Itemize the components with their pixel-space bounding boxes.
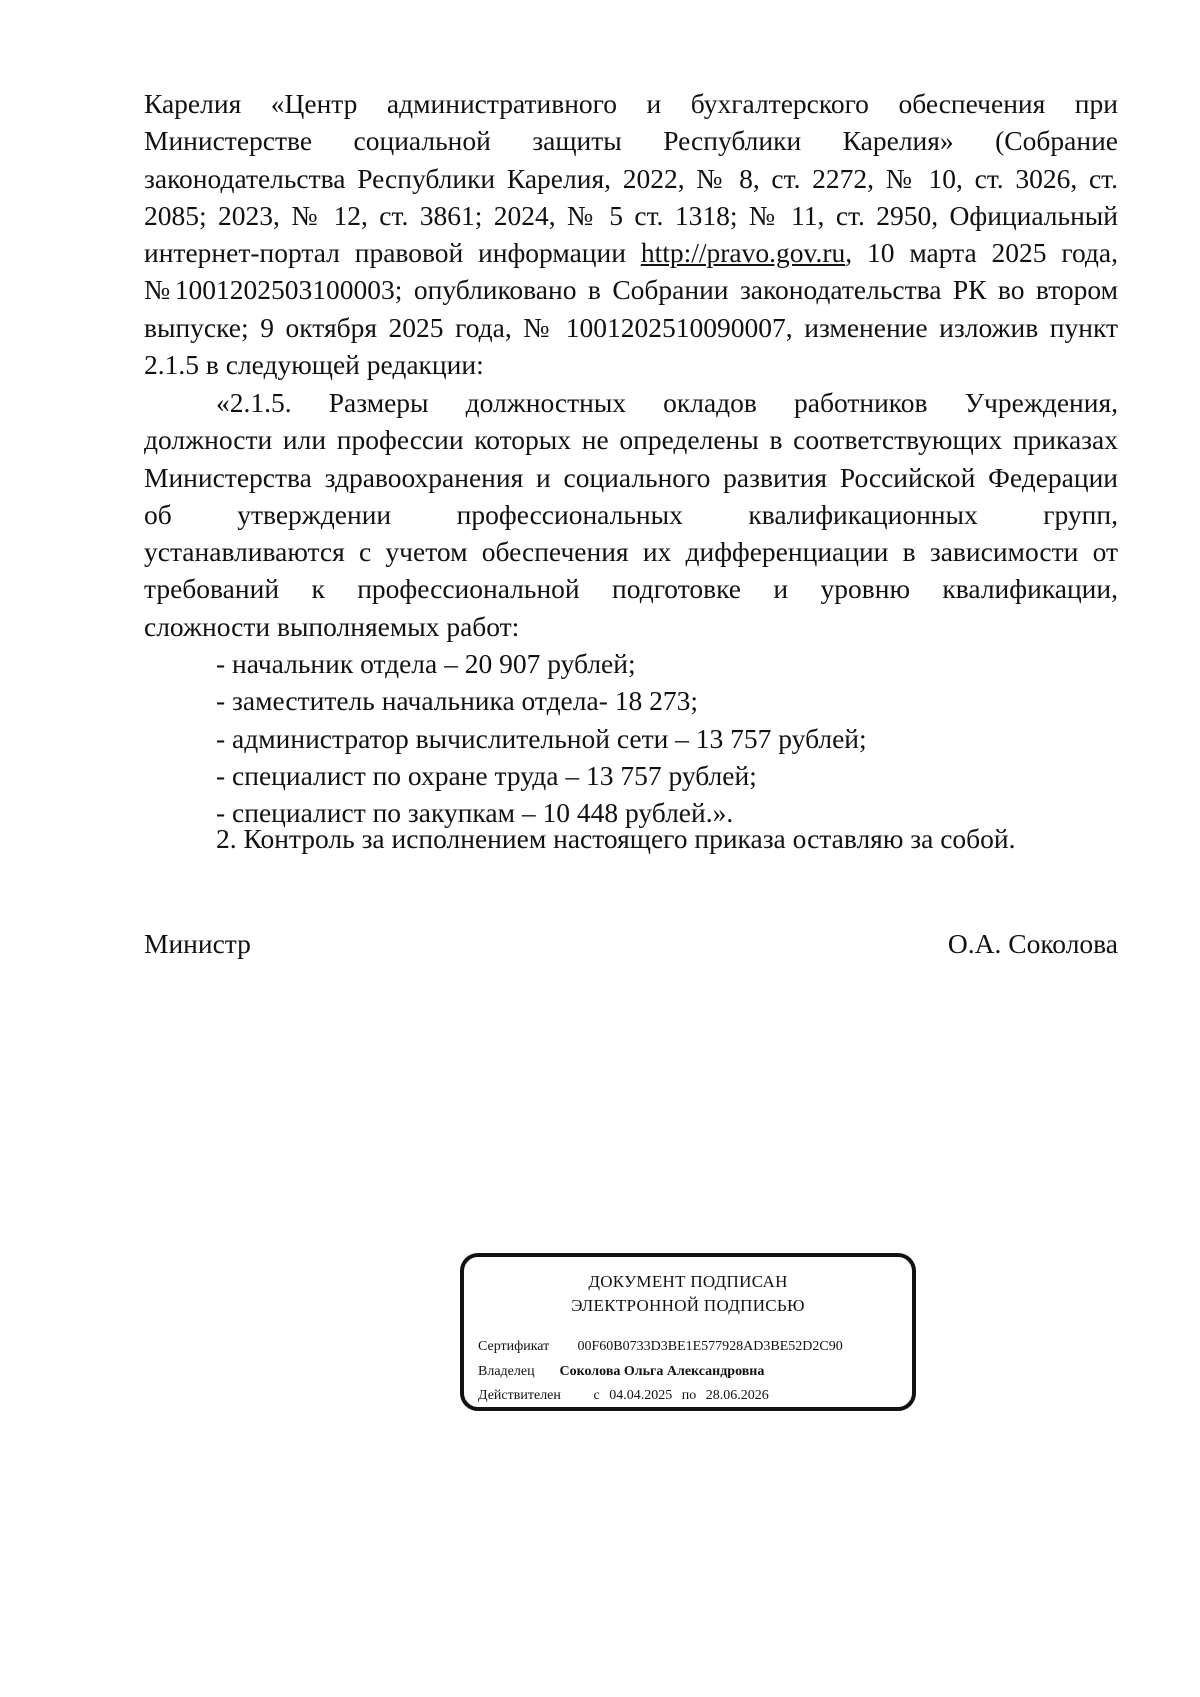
valid-from-prefix: с [593,1388,600,1403]
text-fragment: , 10 марта 2025 года, [845,237,1118,269]
salary-list [216,645,1116,831]
owner-label: Владелец [478,1364,535,1379]
text-line: Министерстве социальной защиты Республики Карелия» (Собрание [144,125,1118,157]
certificate-value: 00F60B0733D3BE1E577928AD3BE52D2C90 [577,1339,843,1354]
owner-value: Соколова Ольга Александровна [559,1364,765,1379]
list-item: - специалист по закупкам – 10 448 рублей.». [216,797,734,829]
stamp-title [464,1270,912,1318]
paragraph-legal-basis [144,85,1118,383]
stamp-certificate-row [478,1339,843,1355]
certificate-label: Сертификат [478,1339,550,1354]
valid-label: Действителен [478,1388,561,1403]
stamp-title-line: ЭЛЕКТРОННОЙ ПОДПИСЬЮ [571,1296,805,1315]
text-line: выпуске; 9 октября 2025 года, № 1001202510090007, изменение изложив пункт [144,311,1118,343]
paragraph-salary-rules [144,384,1118,645]
text-line: сложности выполняемых работ: [144,610,520,642]
text-line-with-link [144,234,1118,271]
stamp-owner-row [478,1364,764,1380]
pravo-gov-link[interactable]: http://pravo.gov.ru [640,237,846,269]
list-item: - заместитель начальника отдела- 18 273; [216,685,698,717]
text-line: №1001202503100003; опубликовано в Собрании законодательства РК во втором [144,274,1118,306]
text-line: Министерства здравоохранения и социального развития Российской Федерации [144,461,1118,493]
electronic-signature-stamp [460,1253,916,1411]
text-fragment: интернет-портал правовой информации [144,237,641,269]
text-line: «2.1.5. Размеры должностных окладов работников Учреждения, [216,387,1118,418]
list-item: - администратор вычислительной сети – 13 757 рублей; [216,722,867,754]
list-item: - начальник отдела – 20 907 рублей; [216,648,636,679]
control-clause: 2. Контроль за исполнением настоящего приказа оставляю за собой. [216,823,1016,854]
stamp-validity-row [478,1388,769,1404]
text-line: об утверждении профессиональных квалификационных групп, [144,498,1118,530]
valid-from: 04.04.2025 [609,1388,673,1403]
text-line: 2.1.5 в следующей редакции: [144,349,484,381]
text-line: требований к профессиональной подготовке и уровню квалификации, [144,573,1118,605]
signatory-position: Министр [144,928,251,959]
text-line: 2085; 2023, № 12, ст. 3861; 2024, № 5 ст. 1318; № 11, ст. 2950, Официальный [144,199,1118,231]
signatory-name: О.А. Соколова [947,928,1118,959]
list-item: - специалист по охране труда – 13 757 рублей; [216,759,757,791]
stamp-title-line: ДОКУМЕНТ ПОДПИСАН [588,1272,788,1291]
valid-to: 28.06.2026 [705,1388,769,1403]
text-line: Карелия «Центр административного и бухгалтерского обеспечения при [144,88,1118,119]
text-line: устанавливаются с учетом обеспечения их дифференциации в зависимости от [144,536,1118,568]
valid-to-prefix: по [681,1388,697,1403]
text-line: законодательства Республики Карелия, 2022, № 8, ст. 2272, № 10, ст. 3026, ст. [144,162,1118,194]
text-line: должности или профессии которых не определены в соответствующих приказах [144,424,1118,456]
